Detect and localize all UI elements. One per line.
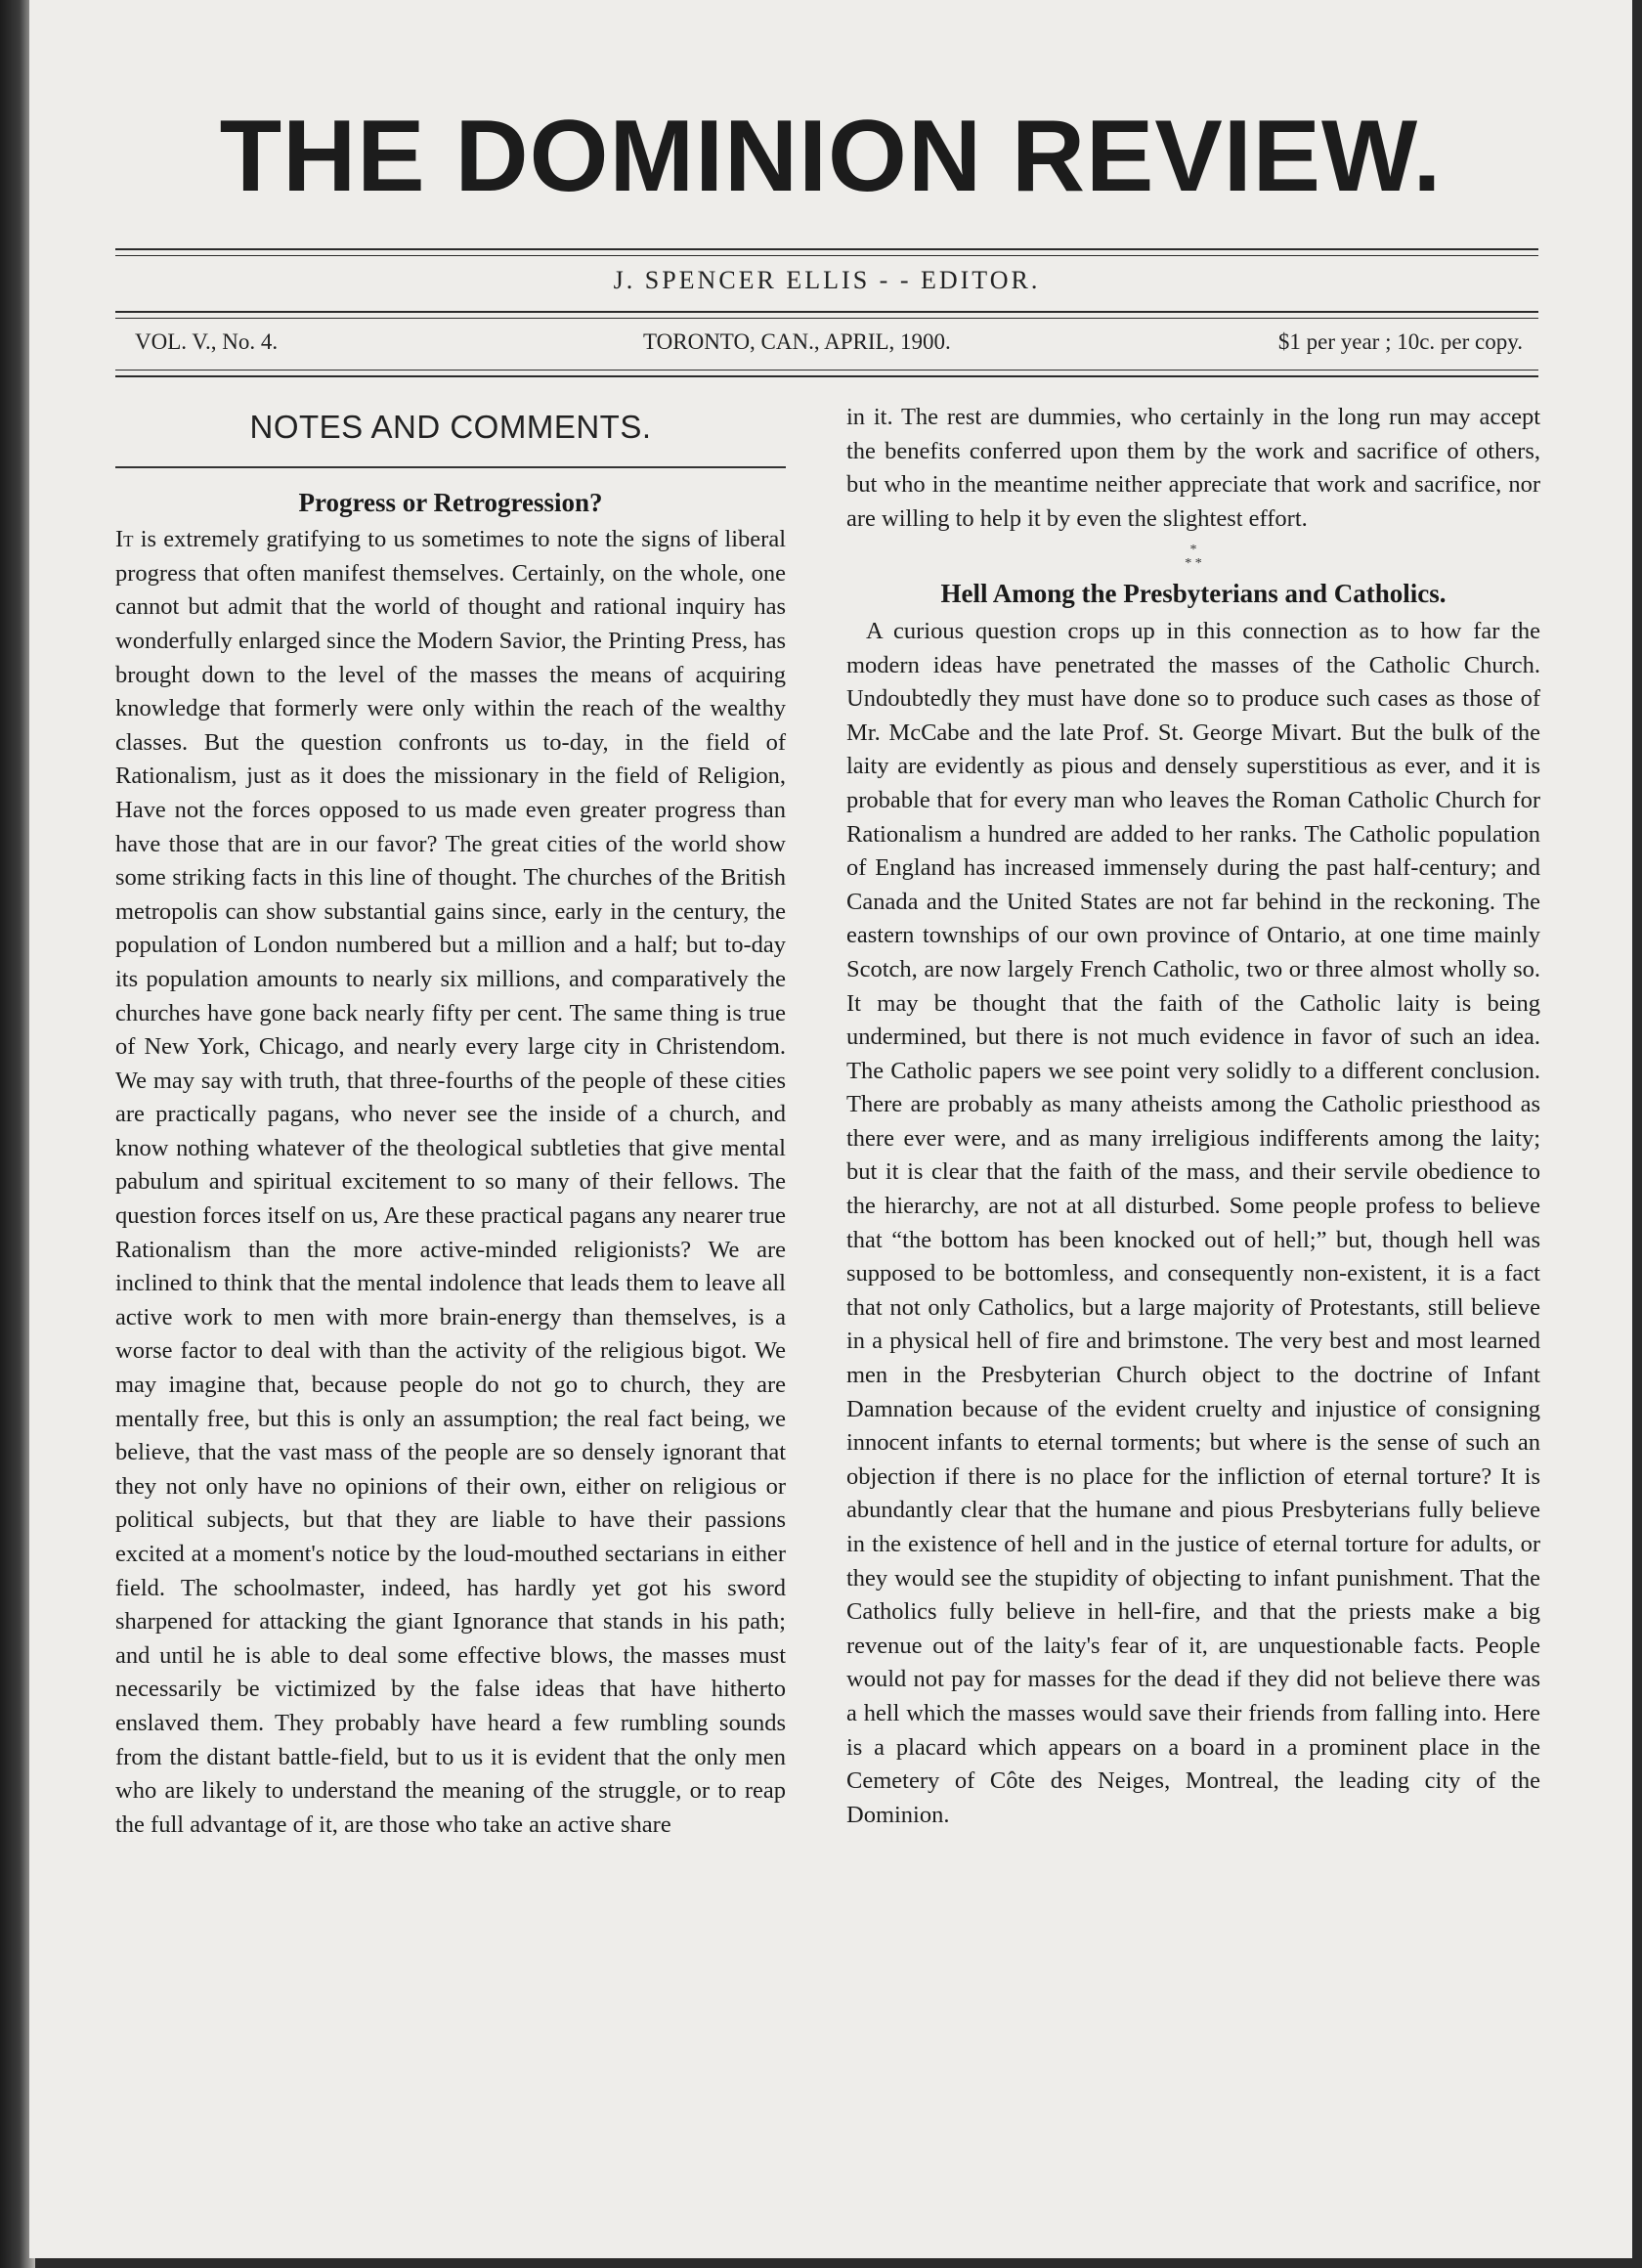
section-rule <box>115 466 786 468</box>
editor-rule <box>115 311 1538 313</box>
editor-rule-thin <box>115 318 1538 319</box>
article-body: A curious question crops up in this connection as to how far the modern ideas have penetrated the masses of the Catholic Church. Undoubtedly they must have done so to produce such cases as those of Mr. McCabe and the late Prof. St. George Mivart. But the bulk of the laity are evidently as pious and densely superstitious as ever, and it is probable that for every man who leaves the Roman Catholic Church for Rationalism a hundred are added to her ranks. The Catholic population of England has increased immensely during the past half-century; and Canada and the United States are not far behind in the reckoning. The eastern townships of our own province of Ontario, at one time mainly Scotch, are now largely French Catholic, two or three almost wholly so. It may be thought that the faith of the Catholic laity is being undermined, but there is not much evidence in favor of such an idea. The Catholic papers we see point very solidly to a different conclusion. There are probably as many atheists among the Catholic priesthood as there ever were, and as many irreligious indifferents among the laity; but it is clear that the faith of the mass, and their servile obedience to the hierarchy, are not at all disturbed. Some people profess to believe that “the bottom has been knocked out of hell;” but, though hell was supposed to be bottomless, and consequently non-existent, it is a fact that not only Catholics, but a large majority of Protestants, still believe in a physical hell of fire and brimstone. The very best and most learned men in the Presbyterian Church object to the doctrine of Infant Damnation because of the evident cruelty and injustice of consigning innocent infants to eternal torments; but where is the sense of such an objection if there is no place for the infliction of eternal torture? It is abundantly clear that the humane and pious Presbyterians fully believe in the existence of hell and in the justice of eternal torture for adults, or they would see the stupidity of objecting to infant punishment. That the Catholics fully believe in hell-fire, and that the priests make a big revenue out of the laity's fear of it, are unquestionable facts. People would not pay for masses for the dead if they did not believe there was a hell which the masses would save their friends from falling into. Here is a placard which appears on a board in a prominent place in the Cemetery of Côte des Neiges, Montreal, the leading city of the Dominion. <box>846 617 1540 1828</box>
masthead-title: THE DOMINION REVIEW. <box>219 100 1443 213</box>
article-first-word: It <box>115 526 134 553</box>
editor-line: J. SPENCER ELLIS - - EDITOR. <box>613 266 1041 294</box>
article-heading: Hell Among the Presbyterians and Catholics. <box>940 579 1447 609</box>
asterism-bottom: * * <box>1185 556 1202 572</box>
asterism-top: * <box>1189 543 1197 558</box>
article-heading: Progress or Retrogression? <box>298 487 603 517</box>
column-right <box>846 401 1540 1832</box>
volume-number: VOL. V., No. 4. <box>135 329 279 354</box>
masthead-rule-top-thin <box>115 255 1538 256</box>
issue-rule <box>115 375 1538 377</box>
column-left <box>115 401 786 1842</box>
subscription-price: $1 per year ; 10c. per copy. <box>1277 329 1523 354</box>
newspaper-page <box>29 0 1632 2258</box>
article-body <box>115 523 786 1842</box>
article-body-text: is extremely gratifying to us sometimes to note the signs of liberal progress that often manifest themselves. Certainly, on the whole, one cannot but admit that the world of thought and rational inquiry has wonderfully enlarged since the Modern Savior, the Printing Press, has brought down to the level of the masses the means of acquiring knowledge that formerly were only within the reach of the wealthy classes. But the question confronts us to-day, in the field of Rationalism, just as it does the missionary in the field of Religion, Have not the forces opposed to us made even greater progress than have those that are in our favor? The great cities of the world show some striking facts in this line of thought. The churches of the British metropolis can show substantial gains since, early in the century, the population of London numbered but a million and a half; but to-day its population amounts to nearly six millions, and comparatively the churches have gone back nearly fifty per cent. The same thing is true of New York, Chicago, and nearly every large city in Christendom. We may say with truth, that three-fourths of the people of these cities are practically pagans, who never see the inside of a church, and know nothing whatever of the theological subtleties that give mental pabulum and spiritual excitement to so many of their fellows. The question forces itself on us, Are these practical pagans any nearer true Rationalism than the more active-minded religionists? We are inclined to think that the mental indolence that leads them to leave all active work to men with more brain-energy than themselves, is a worse factor to deal with than the activity of the religious bigot. We may imagine that, because people do not go to church, they are mentally free, but this is only an assumption; the real fact being, we believe, that the vast mass of the people are so densely ignorant that they not only have no opinions of their own, either on religious or political subjects, but that they are liable to have their passions excited at a moment's notice by the loud-mouthed sectarians in either field. The schoolmaster, indeed, has hardly yet got his sword sharpened for attacking the giant Ignorance that stands in his path; and until he is able to deal some effective blows, the masses must necessarily be victimized by the false ideas that have hitherto enslaved them. They probably have heard a few rumbling sounds from the distant battle-field, but to us it is evident that the only men who are likely to understand the meaning of the struggle, or to reap the full advantage of it, are those who take an active share <box>115 526 786 1838</box>
article-continuation: in it. The rest are dummies, who certainly in the long run may accept the benefits conferred upon them by the work and sacrifice of others, but who in the meantime neither appreciate that work and sacrifice, nor are willing to help it by even the slightest effort. <box>846 404 1540 532</box>
issue-info-row <box>135 329 1523 363</box>
issue-rule-thin <box>115 370 1538 371</box>
section-title: NOTES AND COMMENTS. <box>249 409 652 445</box>
dateline: TORONTO, CAN., APRIL, 1900. <box>643 329 951 354</box>
masthead-rule-top <box>115 248 1538 250</box>
separator-asterism <box>846 544 1540 571</box>
